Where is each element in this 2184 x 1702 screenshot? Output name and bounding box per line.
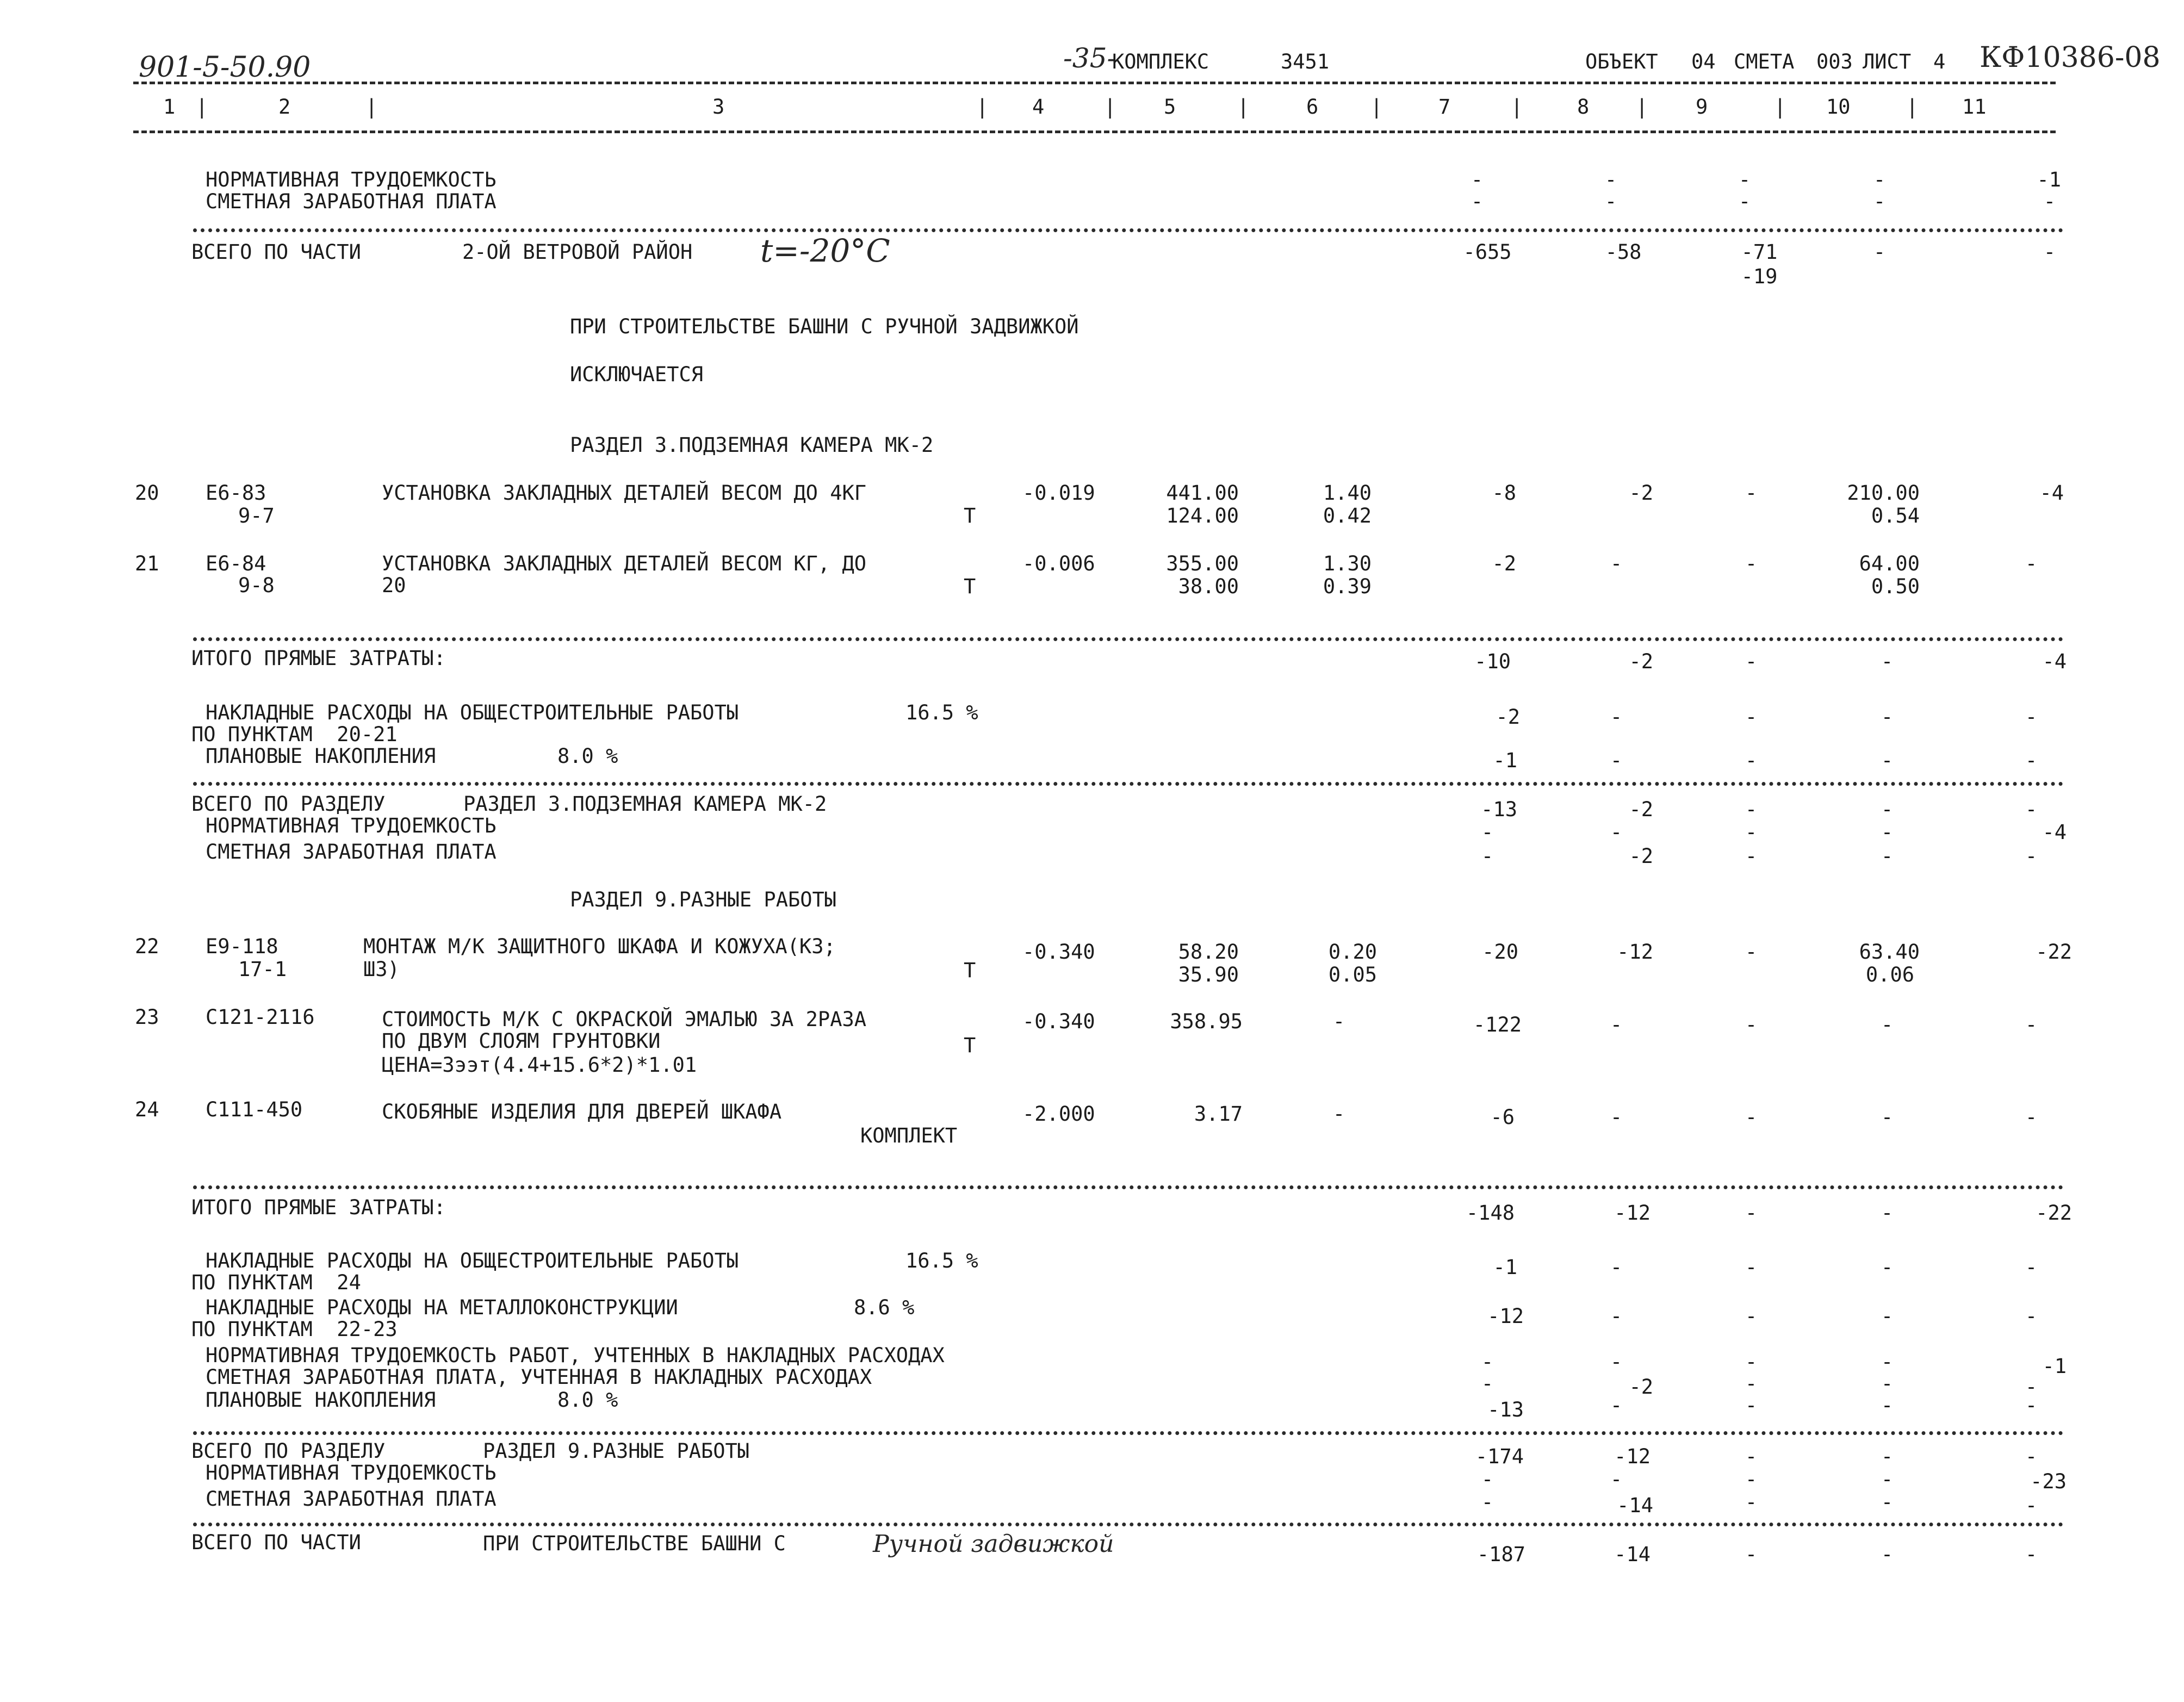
- section-total-text: РАЗДЕЛ 9.РАЗНЫЕ РАБОТЫ: [483, 1439, 750, 1463]
- row-description: МОНТАЖ М/К ЗАЩИТНОГО ШКАФА И КОЖУХА(КЗ;: [363, 935, 836, 958]
- cell-c9: -: [1745, 1105, 1758, 1129]
- cell-c10: 0.06: [1865, 963, 1914, 986]
- handwritten-note: Ручной задвижкой: [873, 1530, 1114, 1558]
- cell-c5: 441.00: [1166, 481, 1239, 505]
- dotted-separator: [193, 637, 2064, 641]
- cell-c7: -: [1481, 1490, 1494, 1514]
- column-divider: |: [1636, 95, 1648, 119]
- column-divider: |: [1104, 95, 1116, 119]
- cell-c6: 1.40: [1323, 481, 1372, 505]
- cell-c11: -: [2043, 240, 2056, 264]
- cell-c7: -1: [1493, 749, 1517, 772]
- cell-c9: -: [1745, 1543, 1758, 1566]
- cell-c8: -: [1610, 1105, 1623, 1129]
- row-description-cont: Ш3): [363, 958, 400, 981]
- section-total-label: ВСЕГО ПО РАЗДЕЛУ: [191, 792, 386, 816]
- row-code: Е9-118: [206, 935, 278, 958]
- overhead-wage-label: СМЕТНАЯ ЗАРАБОТНАЯ ПЛАТА, УЧТЕННАЯ В НАКЛАДНЫХ РАСХОДАХ: [206, 1365, 872, 1389]
- sheet-number: 4: [1933, 50, 1946, 73]
- cell-c4: -2.000: [1022, 1102, 1095, 1126]
- cell-c6: 0.42: [1323, 504, 1372, 527]
- row-unit: Т: [964, 1034, 976, 1057]
- cell-c7: -6: [1490, 1105, 1515, 1129]
- planned-percent: 8.0 %: [557, 1388, 618, 1412]
- cell-c6: 0.20: [1328, 940, 1377, 964]
- cell-c8: -12: [1614, 1445, 1651, 1468]
- part-total-text: 2-ОЙ ВЕТРОВОЙ РАЙОН: [462, 240, 693, 264]
- cell-c11: -22: [2036, 940, 2072, 964]
- wage-label: СМЕТНАЯ ЗАРАБОТНАЯ ПЛАТА: [206, 190, 497, 213]
- page-number: -35-: [1063, 42, 1116, 74]
- cell-c8: -: [1610, 1350, 1623, 1374]
- cell-c10: 0.50: [1871, 575, 1920, 598]
- planned-percent: 8.0 %: [557, 744, 618, 768]
- cell-c7: -8: [1492, 481, 1516, 505]
- direct-total-label: ИТОГО ПРЯМЫЕ ЗАТРАТЫ:: [191, 1196, 446, 1219]
- cell-c10: -: [1881, 1013, 1894, 1036]
- column-divider: |: [1370, 95, 1383, 119]
- cell-c8: -: [1610, 1305, 1623, 1328]
- cell-c7: -2: [1496, 705, 1520, 729]
- cell-c7: -: [1471, 168, 1484, 191]
- cell-c7: -655: [1463, 240, 1512, 264]
- cell-c9: -: [1745, 705, 1758, 729]
- cell-c9: -: [1745, 481, 1758, 505]
- cell-c7: -12: [1487, 1305, 1524, 1328]
- column-number: 9: [1696, 95, 1708, 119]
- cell-c11: -4: [2042, 650, 2067, 673]
- cell-c9: -: [1745, 1013, 1758, 1036]
- cell-c8: -2: [1629, 650, 1653, 673]
- row-code-sub: 9-7: [238, 504, 275, 527]
- column-number: 8: [1577, 95, 1590, 119]
- cell-c11: -23: [2030, 1470, 2067, 1493]
- cell-c4: -0.006: [1022, 552, 1095, 575]
- cell-c11: -: [2025, 1543, 2038, 1566]
- cell-c10: 0.54: [1871, 504, 1920, 527]
- cell-c9: -: [1745, 1394, 1758, 1417]
- cell-c7: -: [1481, 821, 1494, 844]
- cell-c8: -: [1610, 749, 1623, 772]
- column-number: 2: [278, 95, 291, 119]
- cell-c10: -: [1881, 1372, 1894, 1395]
- cell-c7: -: [1481, 1372, 1494, 1395]
- cell-c5: 58.20: [1178, 940, 1239, 964]
- cell-c5: 3.17: [1194, 1102, 1243, 1126]
- row-code: С121-2116: [206, 1005, 315, 1029]
- cell-c9: -: [1745, 1305, 1758, 1328]
- sheet-label: ЛИСТ: [1863, 50, 1912, 73]
- object-number: 04: [1691, 50, 1716, 73]
- cell-c5: 38.00: [1178, 575, 1239, 598]
- cell-c7: -: [1471, 190, 1484, 213]
- cell-c9: -: [1745, 650, 1758, 673]
- cell-c9: -: [1745, 1256, 1758, 1279]
- cell-c8: -: [1610, 1394, 1623, 1417]
- column-divider: |: [1906, 95, 1919, 119]
- row-number: 22: [135, 935, 159, 958]
- cell-c9: -: [1745, 1445, 1758, 1468]
- row-description: СТОИМОСТЬ М/К С ОКРАСКОЙ ЭМАЛЬЮ ЗА 2РАЗА: [382, 1008, 867, 1031]
- cell-c9: -: [1738, 190, 1751, 213]
- cell-c10: -: [1881, 1350, 1894, 1374]
- row-unit: КОМПЛЕКТ: [860, 1124, 958, 1147]
- overhead-label: НАКЛАДНЫЕ РАСХОДЫ НА МЕТАЛЛОКОНСТРУКЦИИ: [206, 1296, 678, 1319]
- cell-c7: -174: [1475, 1445, 1524, 1468]
- cell-c10: -: [1881, 821, 1894, 844]
- cell-c9: -: [1745, 1468, 1758, 1491]
- cell-c9: -: [1745, 552, 1758, 575]
- cell-c9: -: [1738, 168, 1751, 191]
- cell-c8: -: [1610, 1013, 1623, 1036]
- part-total-label: ВСЕГО ПО ЧАСТИ: [191, 1531, 361, 1554]
- cell-c7: -20: [1482, 940, 1518, 964]
- cell-c10: -: [1881, 844, 1894, 868]
- cell-c10: -: [1881, 1305, 1894, 1328]
- handwritten-temperature: t=-20°C: [760, 232, 890, 269]
- row-unit: Т: [964, 575, 976, 598]
- row-code-sub: 17-1: [238, 958, 287, 981]
- cell-c7: -10: [1474, 650, 1511, 673]
- row-description: УСТАНОВКА ЗАКЛАДНЫХ ДЕТАЛЕЙ ВЕСОМ КГ, ДО: [382, 552, 867, 575]
- cell-c7: -13: [1487, 1398, 1524, 1421]
- header-rule-bottom: [133, 131, 2056, 133]
- cell-c7: -: [1481, 844, 1494, 868]
- section-total-text: РАЗДЕЛ 3.ПОДЗЕМНАЯ КАМЕРА МК-2: [463, 792, 827, 816]
- cell-c5: 35.90: [1178, 963, 1239, 986]
- cell-c11: -: [2025, 1013, 2038, 1036]
- cell-c10: -: [1881, 705, 1894, 729]
- cell-c11: -22: [2036, 1201, 2072, 1225]
- cell-c11: -: [2025, 749, 2038, 772]
- cell-c8: -12: [1617, 940, 1653, 964]
- column-number: 10: [1826, 95, 1851, 119]
- row-code: Е6-84: [206, 552, 266, 575]
- cell-c8: -: [1610, 1468, 1623, 1491]
- cell-c6: 0.39: [1323, 575, 1372, 598]
- cell-c4: -0.340: [1022, 940, 1095, 964]
- cell-c8: -2: [1629, 481, 1653, 505]
- cell-c7: -13: [1481, 798, 1517, 821]
- column-number: 1: [163, 95, 176, 119]
- row-unit: Т: [964, 504, 976, 527]
- cell-c7: -2: [1492, 552, 1516, 575]
- cell-c7: -148: [1466, 1201, 1515, 1225]
- cell-c8: -: [1610, 705, 1623, 729]
- labor-label: НОРМАТИВНАЯ ТРУДОЕМКОСТЬ: [206, 1461, 497, 1484]
- cell-c10: -: [1881, 798, 1894, 821]
- cell-c6: -: [1332, 1010, 1345, 1033]
- cell-c11: -4: [2042, 821, 2067, 844]
- cell-c5: 124.00: [1166, 504, 1239, 527]
- cell-c11: -: [2043, 190, 2056, 213]
- cell-c8: -: [1604, 168, 1617, 191]
- column-number: 6: [1306, 95, 1319, 119]
- column-divider: |: [1511, 95, 1523, 119]
- cell-c4: -0.019: [1022, 481, 1095, 505]
- cell-c10: -: [1881, 1201, 1894, 1225]
- section-total-label: ВСЕГО ПО РАЗДЕЛУ: [191, 1439, 386, 1463]
- dotted-separator: [193, 782, 2064, 786]
- column-number: 3: [712, 95, 725, 119]
- row-description-cont: ПО ДВУМ СЛОЯМ ГРУНТОВКИ: [382, 1029, 661, 1053]
- column-number: 11: [1962, 95, 1987, 119]
- header-rule-top: [133, 82, 2056, 84]
- part-total-text: ПРИ СТРОИТЕЛЬСТВЕ БАШНИ С: [483, 1532, 786, 1555]
- row-description-cont: 20: [382, 574, 406, 597]
- cell-c7: -122: [1473, 1013, 1522, 1036]
- cell-c11: -: [2025, 1256, 2038, 1279]
- cell-c10: 63.40: [1859, 940, 1920, 964]
- cell-c6: 0.05: [1328, 963, 1377, 986]
- column-number: 4: [1032, 95, 1045, 119]
- cell-c10: -: [1881, 1543, 1894, 1566]
- object-label: ОБЪЕКТ: [1585, 50, 1658, 73]
- cell-c9: -: [1745, 844, 1758, 868]
- column-divider: |: [976, 95, 989, 119]
- cell-c10: -: [1873, 240, 1886, 264]
- cell-c9: -19: [1741, 265, 1778, 288]
- column-number: 5: [1164, 95, 1176, 119]
- cell-c10: -: [1881, 650, 1894, 673]
- cell-c8: -: [1610, 1256, 1623, 1279]
- column-divider: |: [1774, 95, 1786, 119]
- cell-c11: -: [2025, 844, 2038, 868]
- labor-label: НОРМАТИВНАЯ ТРУДОЕМКОСТЬ: [206, 814, 497, 837]
- cell-c9: -: [1745, 821, 1758, 844]
- column-number: 7: [1438, 95, 1451, 119]
- row-code-sub: 9-8: [238, 574, 275, 597]
- cell-c8: -2: [1629, 798, 1653, 821]
- row-description: СКОБЯНЫЕ ИЗДЕЛИЯ ДЛЯ ДВЕРЕЙ ШКАФА: [382, 1100, 782, 1123]
- cell-c9: -: [1745, 940, 1758, 964]
- cell-c11: -4: [2039, 481, 2064, 505]
- cell-c10: -: [1881, 1256, 1894, 1279]
- cell-c7: -: [1481, 1468, 1494, 1491]
- cell-c10: 210.00: [1847, 481, 1920, 505]
- dotted-separator: [193, 1185, 2064, 1189]
- cell-c9: -: [1745, 1372, 1758, 1395]
- cell-c11: -1: [2042, 1355, 2067, 1378]
- cell-c8: -14: [1614, 1543, 1651, 1566]
- part-total-label: ВСЕГО ПО ЧАСТИ: [191, 240, 361, 264]
- cell-c9: -: [1745, 798, 1758, 821]
- cell-c7: -1: [1493, 1256, 1517, 1279]
- row-number: 24: [135, 1098, 159, 1121]
- planned-label: ПЛАНОВЫЕ НАКОПЛЕНИЯ: [206, 1388, 436, 1412]
- row-price-formula: ЦЕНА=3ээт(4.4+15.6*2)*1.01: [382, 1053, 697, 1077]
- planned-label: ПЛАНОВЫЕ НАКОПЛЕНИЯ: [206, 744, 436, 768]
- row-unit: Т: [964, 959, 976, 982]
- column-divider: |: [196, 95, 208, 119]
- overhead-percent: 16.5 %: [905, 1249, 978, 1272]
- cell-c11: -: [2025, 1494, 2038, 1517]
- row-number: 21: [135, 552, 159, 575]
- cell-c11: -: [2025, 552, 2038, 575]
- row-description: УСТАНОВКА ЗАКЛАДНЫХ ДЕТАЛЕЙ ВЕСОМ ДО 4КГ: [382, 481, 867, 505]
- complex-label: КОМПЛЕКС: [1112, 50, 1209, 73]
- row-number: 23: [135, 1005, 159, 1029]
- cell-c11: -: [2025, 1394, 2038, 1417]
- cell-c10: -: [1881, 749, 1894, 772]
- handwritten-project-code: 901-5-50.90: [139, 51, 311, 84]
- cell-c8: -: [1610, 552, 1623, 575]
- cell-c5: 355.00: [1166, 552, 1239, 575]
- column-divider: |: [1237, 95, 1250, 119]
- dotted-separator: [193, 1523, 2064, 1526]
- cell-c8: -14: [1617, 1494, 1653, 1517]
- cell-c11: -: [2025, 705, 2038, 729]
- labor-label: НОРМАТИВНАЯ ТРУДОЕМКОСТЬ: [206, 168, 497, 191]
- row-code: Е6-83: [206, 481, 266, 505]
- estimate-label: СМЕТА: [1734, 50, 1795, 73]
- cell-c10: -: [1881, 1105, 1894, 1129]
- overhead-percent: 16.5 %: [905, 701, 978, 724]
- overhead-percent: 8.6 %: [854, 1296, 915, 1319]
- cell-c9: -: [1745, 1201, 1758, 1225]
- cell-c8: -2: [1629, 844, 1653, 868]
- cell-c11: -: [2025, 798, 2038, 821]
- overhead-label: НАКЛАДНЫЕ РАСХОДЫ НА ОБЩЕСТРОИТЕЛЬНЫЕ РАБОТЫ: [206, 701, 739, 724]
- overhead-labor-label: НОРМАТИВНАЯ ТРУДОЕМКОСТЬ РАБОТ, УЧТЕННЫХ В НАКЛАДНЫХ РАСХОДАХ: [206, 1344, 945, 1367]
- overhead-items: ПО ПУНКТАМ 24: [191, 1271, 361, 1294]
- cell-c8: -12: [1614, 1201, 1651, 1225]
- wage-label: СМЕТНАЯ ЗАРАБОТНАЯ ПЛАТА: [206, 840, 497, 864]
- row-code: С111-450: [206, 1098, 303, 1121]
- cell-c11: -: [2025, 1445, 2038, 1468]
- cell-c11: -: [2025, 1375, 2038, 1399]
- wage-label: СМЕТНАЯ ЗАРАБОТНАЯ ПЛАТА: [206, 1487, 497, 1511]
- cell-c4: -0.340: [1022, 1010, 1095, 1033]
- cell-c11: -1: [2037, 168, 2061, 191]
- cell-c8: -58: [1605, 240, 1642, 264]
- cell-c6: -: [1332, 1102, 1345, 1126]
- estimate-number: 003: [1816, 50, 1853, 73]
- row-number: 20: [135, 481, 159, 505]
- cell-c9: -: [1745, 1490, 1758, 1514]
- cell-c10: -: [1873, 190, 1886, 213]
- cell-c11: -: [2025, 1305, 2038, 1328]
- cell-c11: -: [2025, 1105, 2038, 1129]
- cell-c7: -: [1481, 1350, 1494, 1374]
- cell-c10: -: [1881, 1490, 1894, 1514]
- cell-c8: -: [1604, 190, 1617, 213]
- note-line: ПРИ СТРОИТЕЛЬСТВЕ БАШНИ С РУЧНОЙ ЗАДВИЖКОЙ: [570, 315, 1079, 338]
- overhead-items: ПО ПУНКТАМ 20-21: [191, 723, 398, 746]
- sheet-code: КФ10386-08: [1980, 41, 2161, 74]
- cell-c10: -: [1881, 1445, 1894, 1468]
- cell-c5: 358.95: [1170, 1010, 1243, 1033]
- cell-c10: -: [1873, 168, 1886, 191]
- cell-c8: -2: [1629, 1375, 1653, 1399]
- direct-total-label: ИТОГО ПРЯМЫЕ ЗАТРАТЫ:: [191, 647, 446, 670]
- cell-c9: -71: [1741, 240, 1778, 264]
- section-title: РАЗДЕЛ 9.РАЗНЫЕ РАБОТЫ: [570, 888, 837, 911]
- complex-number: 3451: [1281, 50, 1330, 73]
- column-divider: |: [365, 95, 378, 119]
- overhead-items: ПО ПУНКТАМ 22-23: [191, 1318, 398, 1341]
- cell-c9: -: [1745, 749, 1758, 772]
- cell-c8: -: [1610, 821, 1623, 844]
- cell-c10: 64.00: [1859, 552, 1920, 575]
- cell-c10: -: [1881, 1394, 1894, 1417]
- note-line: ИСКЛЮЧАЕТСЯ: [570, 363, 704, 386]
- section-title: РАЗДЕЛ 3.ПОДЗЕМНАЯ КАМЕРА МК-2: [570, 433, 934, 457]
- cell-c6: 1.30: [1323, 552, 1372, 575]
- cell-c9: -: [1745, 1350, 1758, 1374]
- cell-c10: -: [1881, 1468, 1894, 1491]
- overhead-label: НАКЛАДНЫЕ РАСХОДЫ НА ОБЩЕСТРОИТЕЛЬНЫЕ РАБОТЫ: [206, 1249, 739, 1272]
- dotted-separator: [193, 1431, 2064, 1435]
- dotted-separator: [193, 228, 2064, 232]
- cell-c7: -187: [1476, 1543, 1525, 1566]
